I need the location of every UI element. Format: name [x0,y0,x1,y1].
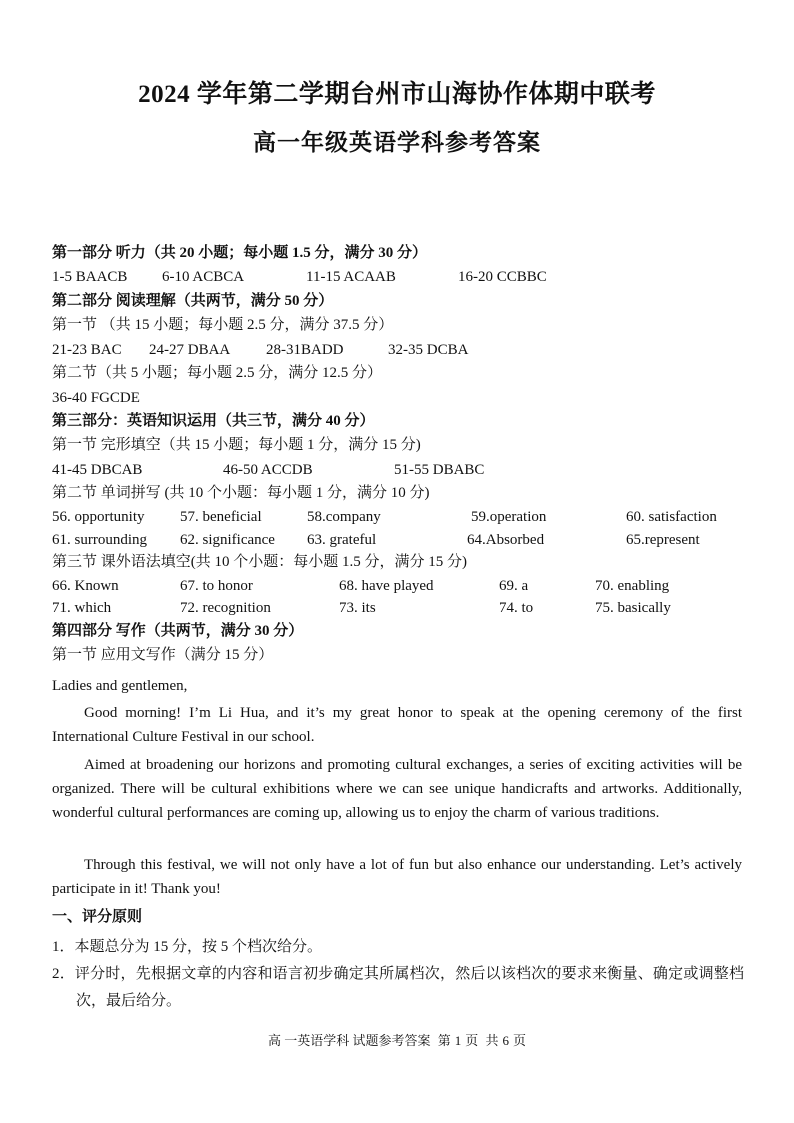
answer-group: 21-23 BAC [52,342,122,358]
answer-group: 36-40 FGCDE [52,390,140,406]
word-answer: 56. opportunity [52,509,145,525]
answer-group: 32-35 DCBA [388,342,469,358]
grammar-answer: 75. basically [595,600,671,616]
essay-greeting: Ladies and gentlemen, [52,678,188,694]
word-answer: 59.operation [471,509,547,525]
footer-total-label: 共 [485,1033,499,1048]
answer-group: 1-5 BAACB [52,269,128,285]
answer-group: 24-27 DBAA [149,342,231,358]
scoring-rule [52,961,744,1015]
scoring-rule: 1．本题总分为 15 分，按 5 个档次给分。 [52,939,323,955]
essay-paragraph [52,853,742,901]
word-answer: 60. satisfaction [626,509,717,525]
grammar-answer: 73. its [339,600,376,616]
grammar-answer: 66. Known [52,578,119,594]
word-answer: 65.represent [626,532,700,548]
word-answer: 63. grateful [307,532,377,548]
footer-total-pages: 6 [502,1033,510,1048]
word-answer: 58.company [307,509,381,525]
part3-section3-heading: 第三节 课外语法填空(共 10 个小题：每小题 1.5 分，满分 15 分) [52,554,467,570]
grammar-answer: 69. a [499,578,529,594]
part4-heading: 第四部分 写作（共两节，满分 30 分） [52,623,304,639]
part3-heading: 第三部分：英语知识运用（共三节，满分 40 分） [52,413,375,429]
word-answer: 64.Absorbed [467,532,545,548]
grammar-answer: 68. have played [339,578,434,594]
essay-paragraph-text: Aimed at broadening our horizons and promoting cultural exchanges, a series of exciting activities will be organized. There will be cultural exhibitions where we can see unique handicrafts and artworks. Additionally, wonderful cultural performances are coming up, allowing us to enjoy the charm of various traditions. [52,757,742,821]
answer-group: 11-15 ACAAB [306,269,396,285]
grammar-answer: 71. which [52,600,112,616]
answer-group: 6-10 ACBCA [162,269,245,285]
part4-section1-heading: 第一节 应用文写作（满分 15 分） [52,647,274,663]
footer-page-label: 第 [437,1033,451,1048]
footer-page-unit: 页 [465,1033,479,1048]
grammar-answer: 67. to honor [180,578,253,594]
page-title: 2024 学年第二学期台州市山海协作体期中联考 [138,81,656,108]
part3-section2-heading: 第二节 单词拼写 (共 10 个小题：每小题 1 分，满分 10 分) [52,485,430,501]
part2-heading: 第二部分 阅读理解（共两节，满分 50 分） [52,293,334,309]
essay-paragraph [52,753,742,825]
scoring-heading: 一、评分原则 [52,909,143,925]
page-subtitle: 高一年级英语学科参考答案 [253,130,541,155]
part3-section1-heading: 第一节 完形填空（共 15 小题；每小题 1 分，满分 15 分) [52,437,421,453]
part2-section1-heading: 第一节 （共 15 小题；每小题 2.5 分，满分 37.5 分） [52,317,394,333]
grammar-answer: 74. to [499,600,534,616]
page-footer [0,1030,794,1049]
grammar-answer: 70. enabling [595,578,670,594]
word-answer: 61. surrounding [52,532,147,548]
word-answer: 62. significance [180,532,275,548]
essay-paragraph-text: Good morning! I’m Li Hua, and it’s my great honor to speak at the opening ceremony of the first International Culture Festival in our school. [52,705,742,745]
answer-group: 51-55 DBABC [394,462,485,478]
answer-group: 28-31BADD [266,342,344,358]
footer-total-unit: 页 [513,1033,527,1048]
scoring-rule-text: 2．评分时，先根据文章的内容和语言初步确定其所属档次，然后以该档次的要求来衡量、确定或调整档次，最后给分。 [52,966,744,1009]
footer-page-number: 1 [454,1033,462,1048]
word-answer: 57. beneficial [180,509,262,525]
answer-group: 41-45 DBCAB [52,462,143,478]
answer-group: 16-20 CCBBC [458,269,547,285]
essay-paragraph-text: Through this festival, we will not only have a lot of fun but also enhance our understanding. Let’s actively participate in it! Thank you! [52,857,742,897]
essay-paragraph [52,701,742,749]
part1-heading: 第一部分 听力（共 20 小题；每小题 1.5 分，满分 30 分） [52,245,428,261]
footer-subject: 高 一英语学科 试题参考答案 [267,1033,431,1048]
part2-section2-heading: 第二节（共 5 小题；每小题 2.5 分，满分 12.5 分） [52,365,383,381]
grammar-answer: 72. recognition [180,600,271,616]
answer-group: 46-50 ACCDB [223,462,313,478]
